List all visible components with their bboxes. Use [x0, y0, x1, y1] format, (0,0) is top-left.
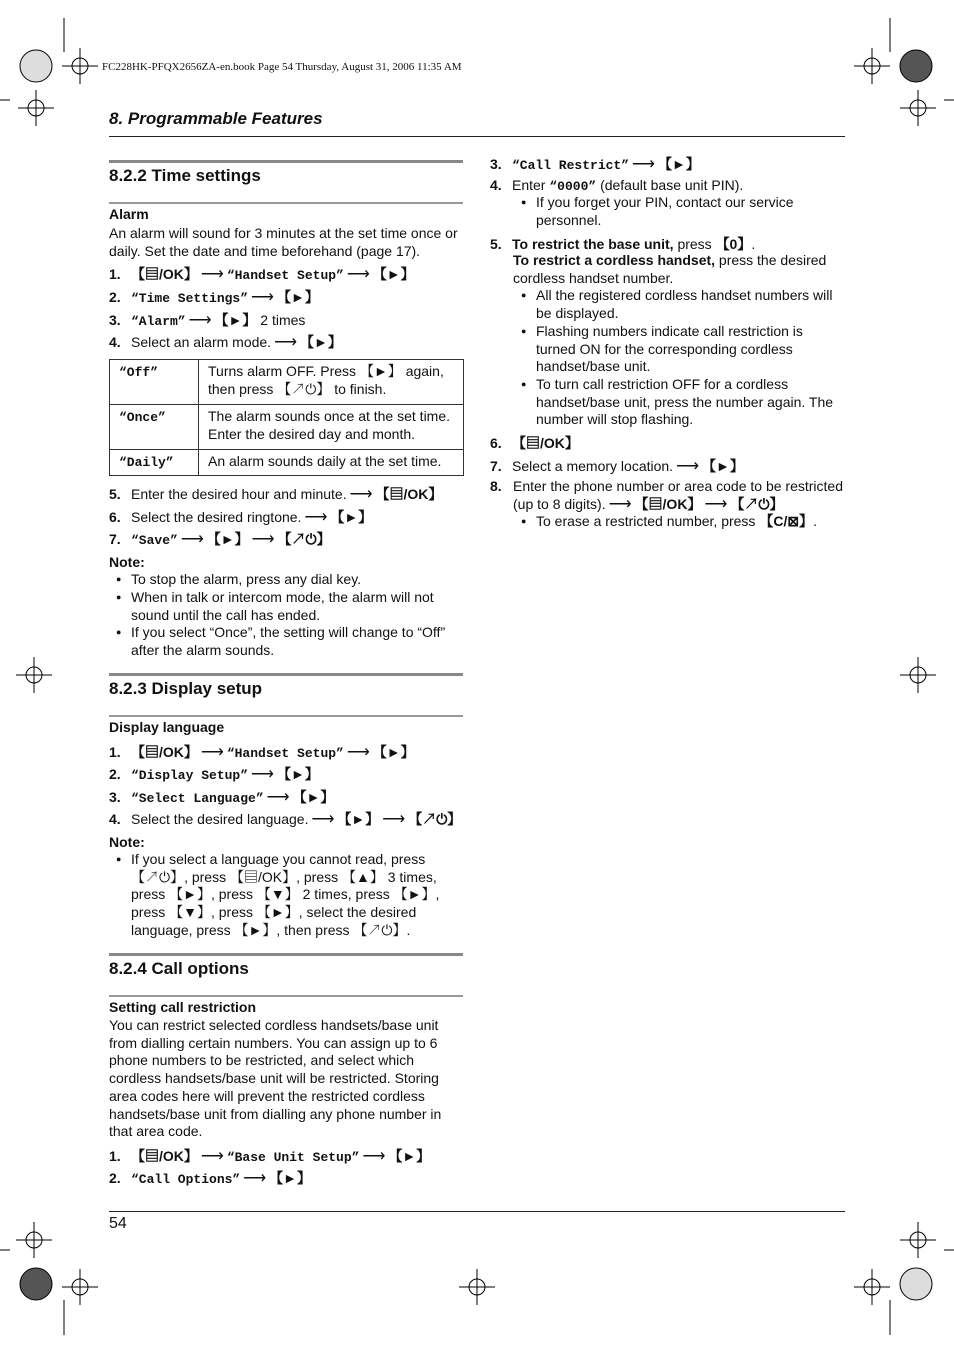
header-rule: [109, 136, 845, 137]
time-step-4: [109, 332, 342, 352]
pin-value: “0000”: [549, 179, 597, 194]
right-key: 【►】: [337, 811, 380, 827]
display-step-2: [109, 764, 319, 784]
running-header: 8. Programmable Features: [109, 109, 323, 128]
step-text: To restrict the base unit,: [512, 236, 674, 252]
time-step-7: [109, 529, 331, 549]
step-number: 2.: [109, 289, 121, 305]
menu-item: “Call Options”: [131, 1172, 241, 1187]
menu-item: “Alarm”: [131, 314, 186, 329]
note-item: ● All the registered cordless handset numbers will be displayed.: [536, 287, 846, 322]
step-text: press: [677, 236, 712, 252]
arrow: ⟶: [251, 766, 274, 783]
right-key: 【►】: [276, 766, 319, 782]
off-key: 【↗⏻】: [277, 531, 331, 547]
step-number: 5.: [109, 486, 121, 502]
note-item: ● To erase a restricted number, press 【C/⊠】.: [536, 513, 846, 531]
time-step-5: [109, 484, 442, 504]
arrow: ⟶: [200, 266, 224, 283]
call-step-6: [490, 433, 579, 453]
arrow: ⟶: [304, 509, 328, 526]
step-text: Enter the desired hour and minute.: [131, 486, 347, 502]
right-key: 【►】: [388, 1148, 431, 1164]
step-number: 5.: [490, 236, 502, 252]
menu-item: “Call Restrict”: [512, 158, 630, 173]
step-number: 4.: [109, 811, 121, 827]
arrow: ⟶: [382, 811, 406, 828]
section-heading-display-setup: 8.2.3 Display setup: [109, 679, 263, 698]
call-step-4: [490, 177, 743, 194]
mode-description: The alarm sounds once at the set time. Enter the desired day and month.: [199, 405, 464, 450]
time-step-2: [109, 287, 319, 307]
arrow: ⟶: [311, 811, 335, 828]
right-key: 【►】: [372, 744, 415, 760]
menu-item: “Handset Setup”: [226, 746, 344, 761]
call-restriction-title: Setting call restriction: [109, 999, 257, 1015]
right-key: 【►】: [372, 266, 415, 282]
call-step-5: 5. To restrict the base unit, press 【0】.: [490, 236, 756, 252]
right-key: 【►】: [300, 334, 342, 350]
step-text: Select an alarm mode.: [131, 334, 272, 350]
display-step-4: [109, 809, 461, 829]
arrow: ⟶: [251, 289, 274, 306]
note-item: ● To stop the alarm, press any dial key.: [131, 571, 465, 589]
alarm-description: An alarm will sound for 3 minutes at the set time once or daily. Set the date and time beforehand (page 17).: [109, 225, 458, 259]
menu-ok-key: 【▤/OK】: [634, 495, 702, 512]
menu-ok-key: 【▤/OK】: [375, 486, 443, 502]
arrow: ⟶: [704, 495, 728, 513]
step-number: 1.: [109, 266, 121, 282]
clear-key: 【C/⊠】: [759, 513, 814, 529]
footer-rule: [109, 1211, 845, 1212]
section-rule: [109, 673, 463, 676]
section-rule: [109, 202, 463, 204]
right-key: 【►】: [214, 312, 257, 328]
note-label: Note:: [109, 554, 145, 570]
step-number: 3.: [490, 156, 502, 172]
menu-item: “Save”: [131, 533, 178, 548]
step-number: 3.: [109, 789, 121, 805]
arrow: ⟶: [266, 789, 290, 806]
step-text: Enter the phone number or area code to be restricted (up to 8 digits).: [513, 478, 843, 512]
arrow: ⟶: [188, 312, 212, 329]
arrow: ⟶: [676, 458, 700, 475]
display-step-1: [109, 742, 415, 762]
menu-item: “Select Language”: [131, 791, 264, 806]
arrow: ⟶: [200, 1148, 224, 1165]
step-text: Select the desired language.: [131, 811, 309, 827]
arrow: ⟶: [362, 1148, 386, 1165]
section-rule: [109, 995, 463, 997]
note-item: ● If you select “Once”, the setting will change to “Off” after the alarm sounds.: [131, 624, 465, 659]
arrow: ⟶: [251, 531, 275, 548]
menu-item: “Display Setup”: [131, 768, 249, 783]
step-number: 2.: [109, 1170, 121, 1186]
mode-cell: “Daily”: [110, 450, 199, 476]
menu-item: “Time Settings”: [131, 291, 249, 306]
menu-item: “Base Unit Setup”: [226, 1150, 360, 1165]
alarm-title: Alarm: [109, 206, 149, 222]
menu-ok-key: 【▤/OK】: [131, 266, 198, 282]
display-step-3: [109, 787, 334, 807]
mode-description: Turns alarm OFF. Press 【►】 again, then press 【↗⏻】 to finish.: [199, 360, 464, 405]
step-number: 1.: [109, 744, 121, 760]
mode-cell: “Once”: [110, 405, 199, 450]
right-key: 【►】: [330, 509, 373, 525]
right-key: 【►】: [276, 289, 319, 305]
section-heading-time-settings: 8.2.2 Time settings: [109, 166, 261, 185]
call-step-8: 8. Enter the phone number or area code to be restricted (up to 8 digits). ⟶ 【▤/OK】 ⟶ 【↗⏻】: [490, 478, 843, 513]
step-number: 7.: [490, 458, 502, 474]
zero-key: 【0】: [715, 236, 752, 252]
section-rule: [109, 953, 463, 956]
arrow: ⟶: [632, 156, 655, 173]
time-step-6: [109, 507, 372, 527]
right-key: 【►】: [206, 531, 249, 547]
step-text: Enter: [512, 177, 546, 193]
step-number: 1.: [109, 1148, 121, 1164]
step-number: 4.: [109, 334, 121, 350]
table-row: [110, 450, 464, 476]
menu-ok-key: 【▤/OK】: [131, 744, 198, 760]
right-key: 【►】: [292, 789, 335, 805]
arrow: ⟶: [274, 334, 298, 351]
menu-item: “Handset Setup”: [226, 268, 344, 283]
display-language-title: Display language: [109, 719, 225, 735]
call-step-3: [490, 154, 700, 174]
call-restriction-description: You can restrict selected cordless handsets/base unit from dialling certain numbers. You can assign up to 6 phone numbers to be restricted, and select which cordless handsets/base unit will be restricted. Storing area codes here will prevent the restricted cordless handsets/base unit from dialling any phone number in that area code.: [109, 1017, 442, 1140]
arrow: ⟶: [346, 266, 370, 283]
print-header: FC228HK-PFQX2656ZA-en.book Page 54 Thursday, August 31, 2006 11:35 AM: [102, 61, 462, 73]
arrow: ⟶: [346, 744, 370, 761]
arrow: ⟶: [243, 1170, 267, 1187]
step-5-handset: To restrict a cordless handset, press the desired cordless handset number.: [513, 252, 827, 286]
page-number: 54: [109, 1215, 127, 1232]
step-text: Select a memory location.: [512, 458, 674, 474]
step-text: (default base unit PIN).: [600, 177, 744, 193]
menu-ok-key: 【▤/OK】: [131, 1148, 198, 1164]
arrow: ⟶: [349, 486, 373, 503]
table-row: [110, 405, 464, 450]
arrow: ⟶: [180, 531, 204, 548]
menu-ok-key: 【▤/OK】: [512, 435, 579, 451]
table-row: [110, 360, 464, 405]
section-heading-call-options: 8.2.4 Call options: [109, 959, 249, 978]
section-rule: [109, 715, 463, 717]
step-text: Select the desired ringtone.: [131, 509, 302, 525]
right-key: 【►】: [702, 458, 744, 474]
call-step-1: [109, 1146, 430, 1166]
call-step-7: [490, 456, 744, 476]
note-item: ● If you forget your PIN, contact our service personnel.: [536, 194, 846, 229]
note-item: ● If you select a language you cannot read, press 【↗⏻】, press 【▤/OK】, press 【▲】 3 times, press 【►】, press 【▼】 2 times, press 【►】, press 【▼】, press 【►】, select the desired language, press 【►】, then press 【↗⏻】.: [131, 851, 465, 940]
call-step-2: [109, 1168, 311, 1188]
step-number: 3.: [109, 312, 121, 328]
off-key: 【↗⏻】: [408, 811, 462, 827]
step-number: 4.: [490, 177, 502, 193]
step-number: 6.: [109, 509, 121, 525]
alarm-mode-table: [109, 359, 464, 476]
mode-description: An alarm sounds daily at the set time.: [199, 450, 464, 476]
off-key: 【↗⏻】: [730, 495, 784, 512]
step-number: 6.: [490, 435, 502, 451]
step-number: 2.: [109, 766, 121, 782]
section-rule: [109, 160, 463, 163]
right-key: 【►】: [269, 1170, 312, 1186]
repeat-count: 2 times: [260, 312, 306, 328]
time-step-1: [109, 264, 415, 284]
time-step-3: [109, 310, 305, 330]
arrow: ⟶: [608, 495, 632, 513]
arrow: ⟶: [200, 744, 224, 761]
note-label: Note:: [109, 834, 145, 850]
mode-cell: “Off”: [110, 360, 199, 405]
right-key: 【►】: [657, 156, 700, 172]
note-item: ● When in talk or intercom mode, the alarm will not sound until the call has ended.: [131, 589, 465, 624]
note-item: ● To turn call restriction OFF for a cordless handset/base unit, press the number again. The number will stop flashing.: [536, 376, 846, 429]
step-number: 7.: [109, 531, 121, 547]
note-item: ● Flashing numbers indicate call restriction is turned ON for the corresponding cordless handset/base unit.: [536, 323, 846, 376]
